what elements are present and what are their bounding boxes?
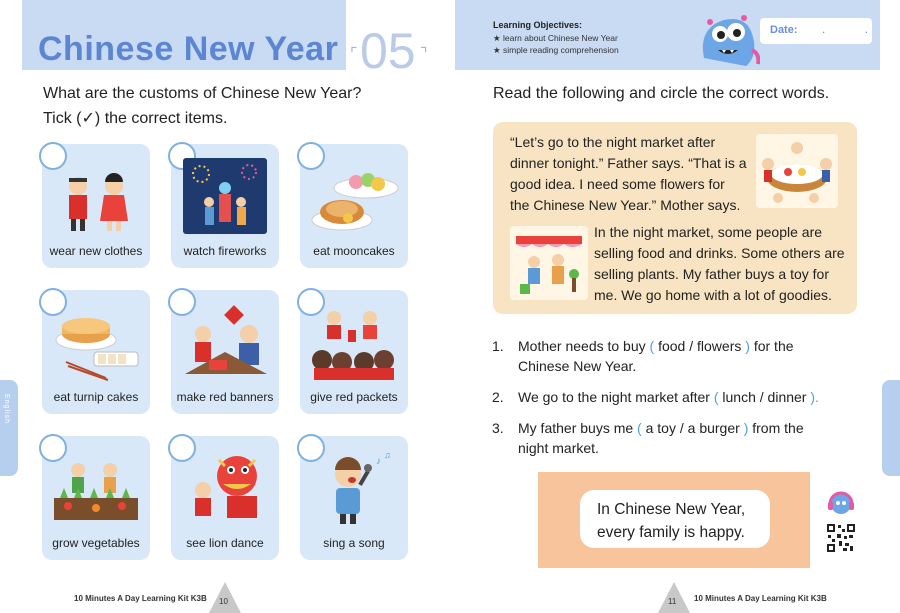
passage-line: me. We go home with a lot of goodies. [594,287,832,303]
passage-line: selling plants. My father buys a toy for [594,266,829,282]
option-label: grow vegetables [52,536,140,550]
option-card [42,144,150,268]
question-text: What are the customs of Chinese New Year? [43,85,362,102]
option-label: wear new clothes [49,244,143,258]
answer-option[interactable]: dinner [767,389,807,405]
question-text-cont: night market. [518,440,599,456]
headphones-mascot-icon [826,488,856,518]
objectives-title: Learning Objectives: [493,20,583,30]
option-label: see lion dance [186,536,264,550]
question-number: 2. [492,389,504,405]
option-separator: / [689,338,694,354]
side-tab [0,380,18,476]
lion-dance-icon [179,450,271,528]
bracket: ) [743,420,749,436]
footer-text: 10 Minutes A Day Learning Kit K3B [694,594,827,603]
option-separator: / [759,389,764,405]
option-card [171,290,279,414]
option-label: make red banners [176,390,274,404]
question-text [518,387,819,407]
passage-line: selling food and drinks. Some others are [594,245,845,261]
option-label: watch fireworks [183,244,267,258]
question-stem: My father buys me [518,420,634,436]
passage-line: the Chinese New Year.” Mother says. [510,197,741,213]
option-label: give red packets [310,390,398,404]
passage-line: dinner tonight.” Father says. “That is a [510,155,747,171]
passage-line: In the night market, some people are [594,224,823,240]
bracket: ( [713,389,719,405]
question-number: 3. [492,420,504,436]
bracket: ( [637,420,642,436]
option-card [300,436,408,560]
bracket-decoration: ⌜ [350,46,358,63]
night-market-icon [510,226,588,300]
family-dinner-icon [756,134,838,208]
monster-mascot-icon [696,10,760,68]
singing-boy-icon [308,450,400,528]
question-number: 1. [492,338,504,354]
side-tab-label: English [3,394,10,424]
option-card [171,436,279,560]
unit-number: 05 [360,23,416,79]
objective-item: ★ simple reading comprehension [493,45,619,55]
question-item [492,387,504,407]
option-card [300,144,408,268]
summary-line: every family is happy. [597,524,745,541]
summary-line: In Chinese New Year, [597,501,746,518]
option-label: eat mooncakes [313,244,395,258]
fireworks-icon [179,158,271,236]
option-card [300,290,408,414]
question-stem: Mother needs to buy [518,338,646,354]
answer-option[interactable]: a toy [645,420,676,436]
date-label: Date: [770,24,798,36]
page-number: 11 [668,597,677,606]
vegetables-icon [50,450,142,528]
instruction-text: Tick (✓) the correct items. [43,110,228,127]
instruction-text: Read the following and circle the correct words. [493,85,830,102]
question-text [518,418,804,438]
red-packets-icon [308,304,400,382]
qr-code-icon[interactable] [826,523,856,553]
page-number: 10 [219,597,228,606]
question-text [518,336,794,356]
mooncakes-icon [308,158,400,236]
children-in-new-clothes-icon [50,158,142,236]
bracket: ). [810,389,819,405]
bracket: ( [649,338,655,354]
objective-item: ★ learn about Chinese New Year [493,33,618,43]
question-stem: from the [752,420,804,436]
option-card [42,290,150,414]
turnip-cake-icon [50,304,142,382]
question-stem: for the [753,338,794,354]
bracket: ) [745,338,750,354]
option-label: sing a song [323,536,385,550]
svg-text:♪: ♪ [376,456,381,467]
bracket-decoration: ⌝ [420,46,428,63]
answer-option[interactable]: food [658,338,686,354]
side-tab [882,380,900,476]
option-card [171,144,279,268]
passage-line: good idea. I need some flowers for [510,176,725,192]
option-separator: / [679,420,684,436]
option-card [42,436,150,560]
question-item [492,336,504,356]
answer-option[interactable]: flowers [697,338,742,354]
option-label: eat turnip cakes [53,390,139,404]
red-banners-icon [179,304,271,382]
question-stem: We go to the night market after [518,389,710,405]
answer-option[interactable]: lunch [722,389,756,405]
svg-text:♫: ♫ [384,450,391,460]
passage-line: “Let’s go to the night market after [510,134,716,150]
question-item [492,418,504,438]
footer-text: 10 Minutes A Day Learning Kit K3B [74,594,207,603]
page-title: Chinese New Year [38,30,339,68]
question-text-cont: Chinese New Year. [518,358,637,374]
answer-option[interactable]: a burger [687,420,740,436]
date-placeholder: . . [822,22,887,36]
